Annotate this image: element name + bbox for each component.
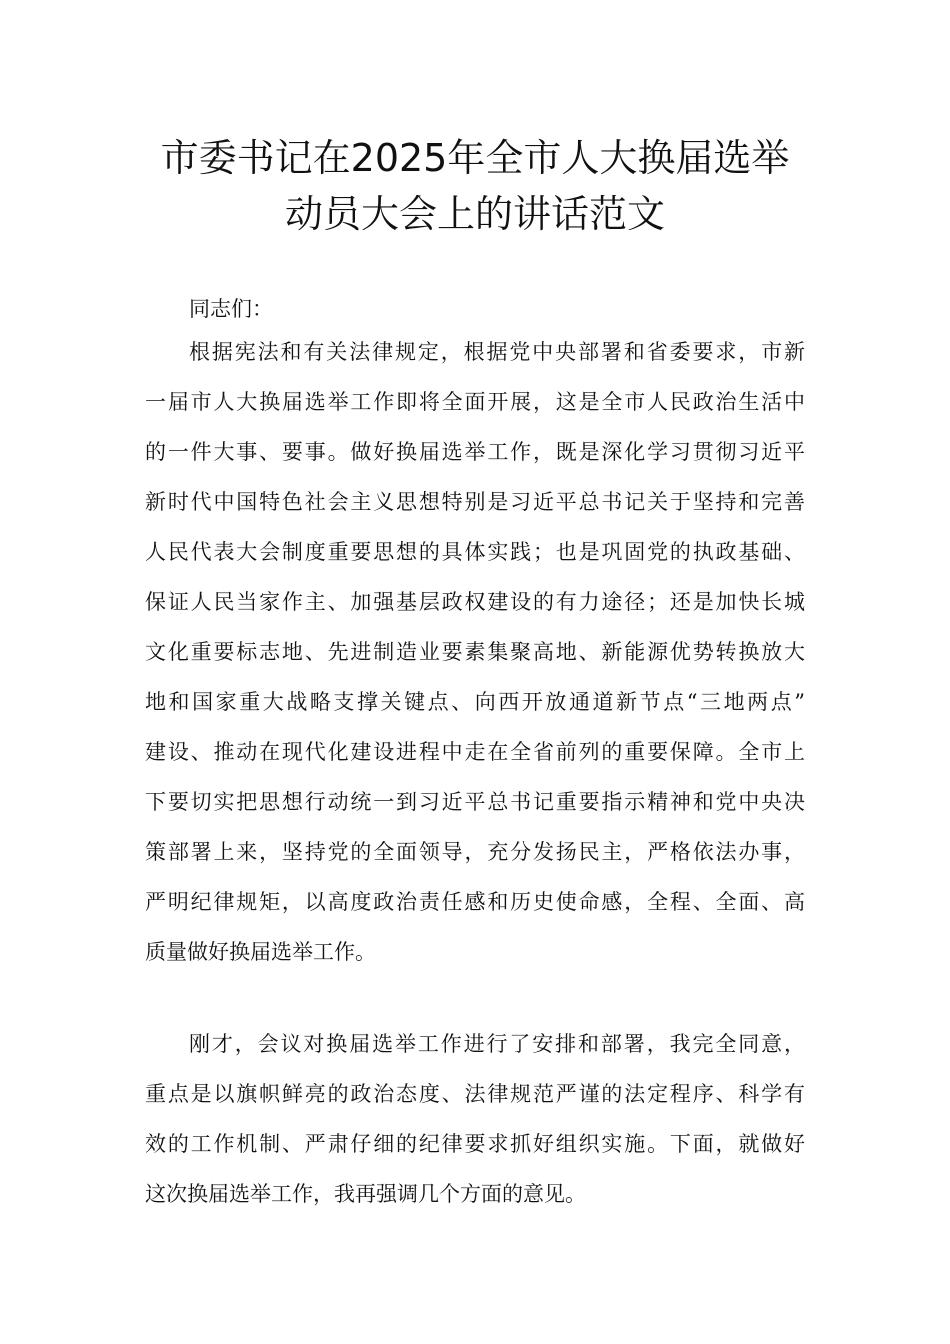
salutation-text: 同志们： [189,297,273,321]
paragraph-line: 下要切实把思想行动统一到习近平总书记重要指示精神和党中央决 [145,790,805,814]
paragraph-2 [145,1019,805,1219]
paragraph-line: 的一件大事、要事。做好换届选举工作，既是深化学习贯彻习近平 [145,440,805,464]
paragraph-line: 刚才，会议对换届选举工作进行了安排和部署，我完全同意， [189,1032,805,1056]
paragraph-line: 这次换届选举工作，我再强调几个方面的意见。 [145,1182,586,1206]
paragraph-line: 人民代表大会制度重要思想的具体实践；也是巩固党的执政基础、 [145,540,805,564]
document-title-line-2: 动员大会上的讲话范文 [284,192,665,236]
paragraph-line: 严明纪律规矩，以高度政治责任感和历史使命感，全程、全面、高 [145,890,805,914]
paragraph-line: 保证人民当家作主、加强基层政权建设的有力途径；还是加快长城 [145,590,805,614]
paragraph-1 [145,327,805,977]
paragraph-line: 根据宪法和有关法律规定，根据党中央部署和省委要求，市新 [189,340,805,364]
paragraph-line: 地和国家重大战略支撑关键点、向西开放通道新节点“三地两点” [145,690,805,714]
paragraph-line: 建设、推动在现代化建设进程中走在全省前列的重要保障。全市上 [145,740,805,764]
paragraph-line: 文化重要标志地、先进制造业要素集聚高地、新能源优势转换放大 [145,640,805,664]
paragraph-line: 一届市人大换届选举工作即将全面开展，这是全市人民政治生活中 [145,390,805,414]
paragraph-line: 质量做好换届选举工作。 [145,940,376,964]
paragraph-line: 策部署上来，坚持党的全面领导，充分发扬民主，严格依法办事， [145,840,805,864]
paragraph-line: 重点是以旗帜鲜亮的政治态度、法律规范严谨的法定程序、科学有 [145,1082,805,1106]
paragraph-line: 效的工作机制、严肃仔细的纪律要求抓好组织实施。下面，就做好 [145,1132,805,1156]
paragraph-line: 新时代中国特色社会主义思想特别是习近平总书记关于坚持和完善 [145,490,805,514]
document-title-line-1: 市委书记在2025年全市人大换届选举 [160,136,790,180]
